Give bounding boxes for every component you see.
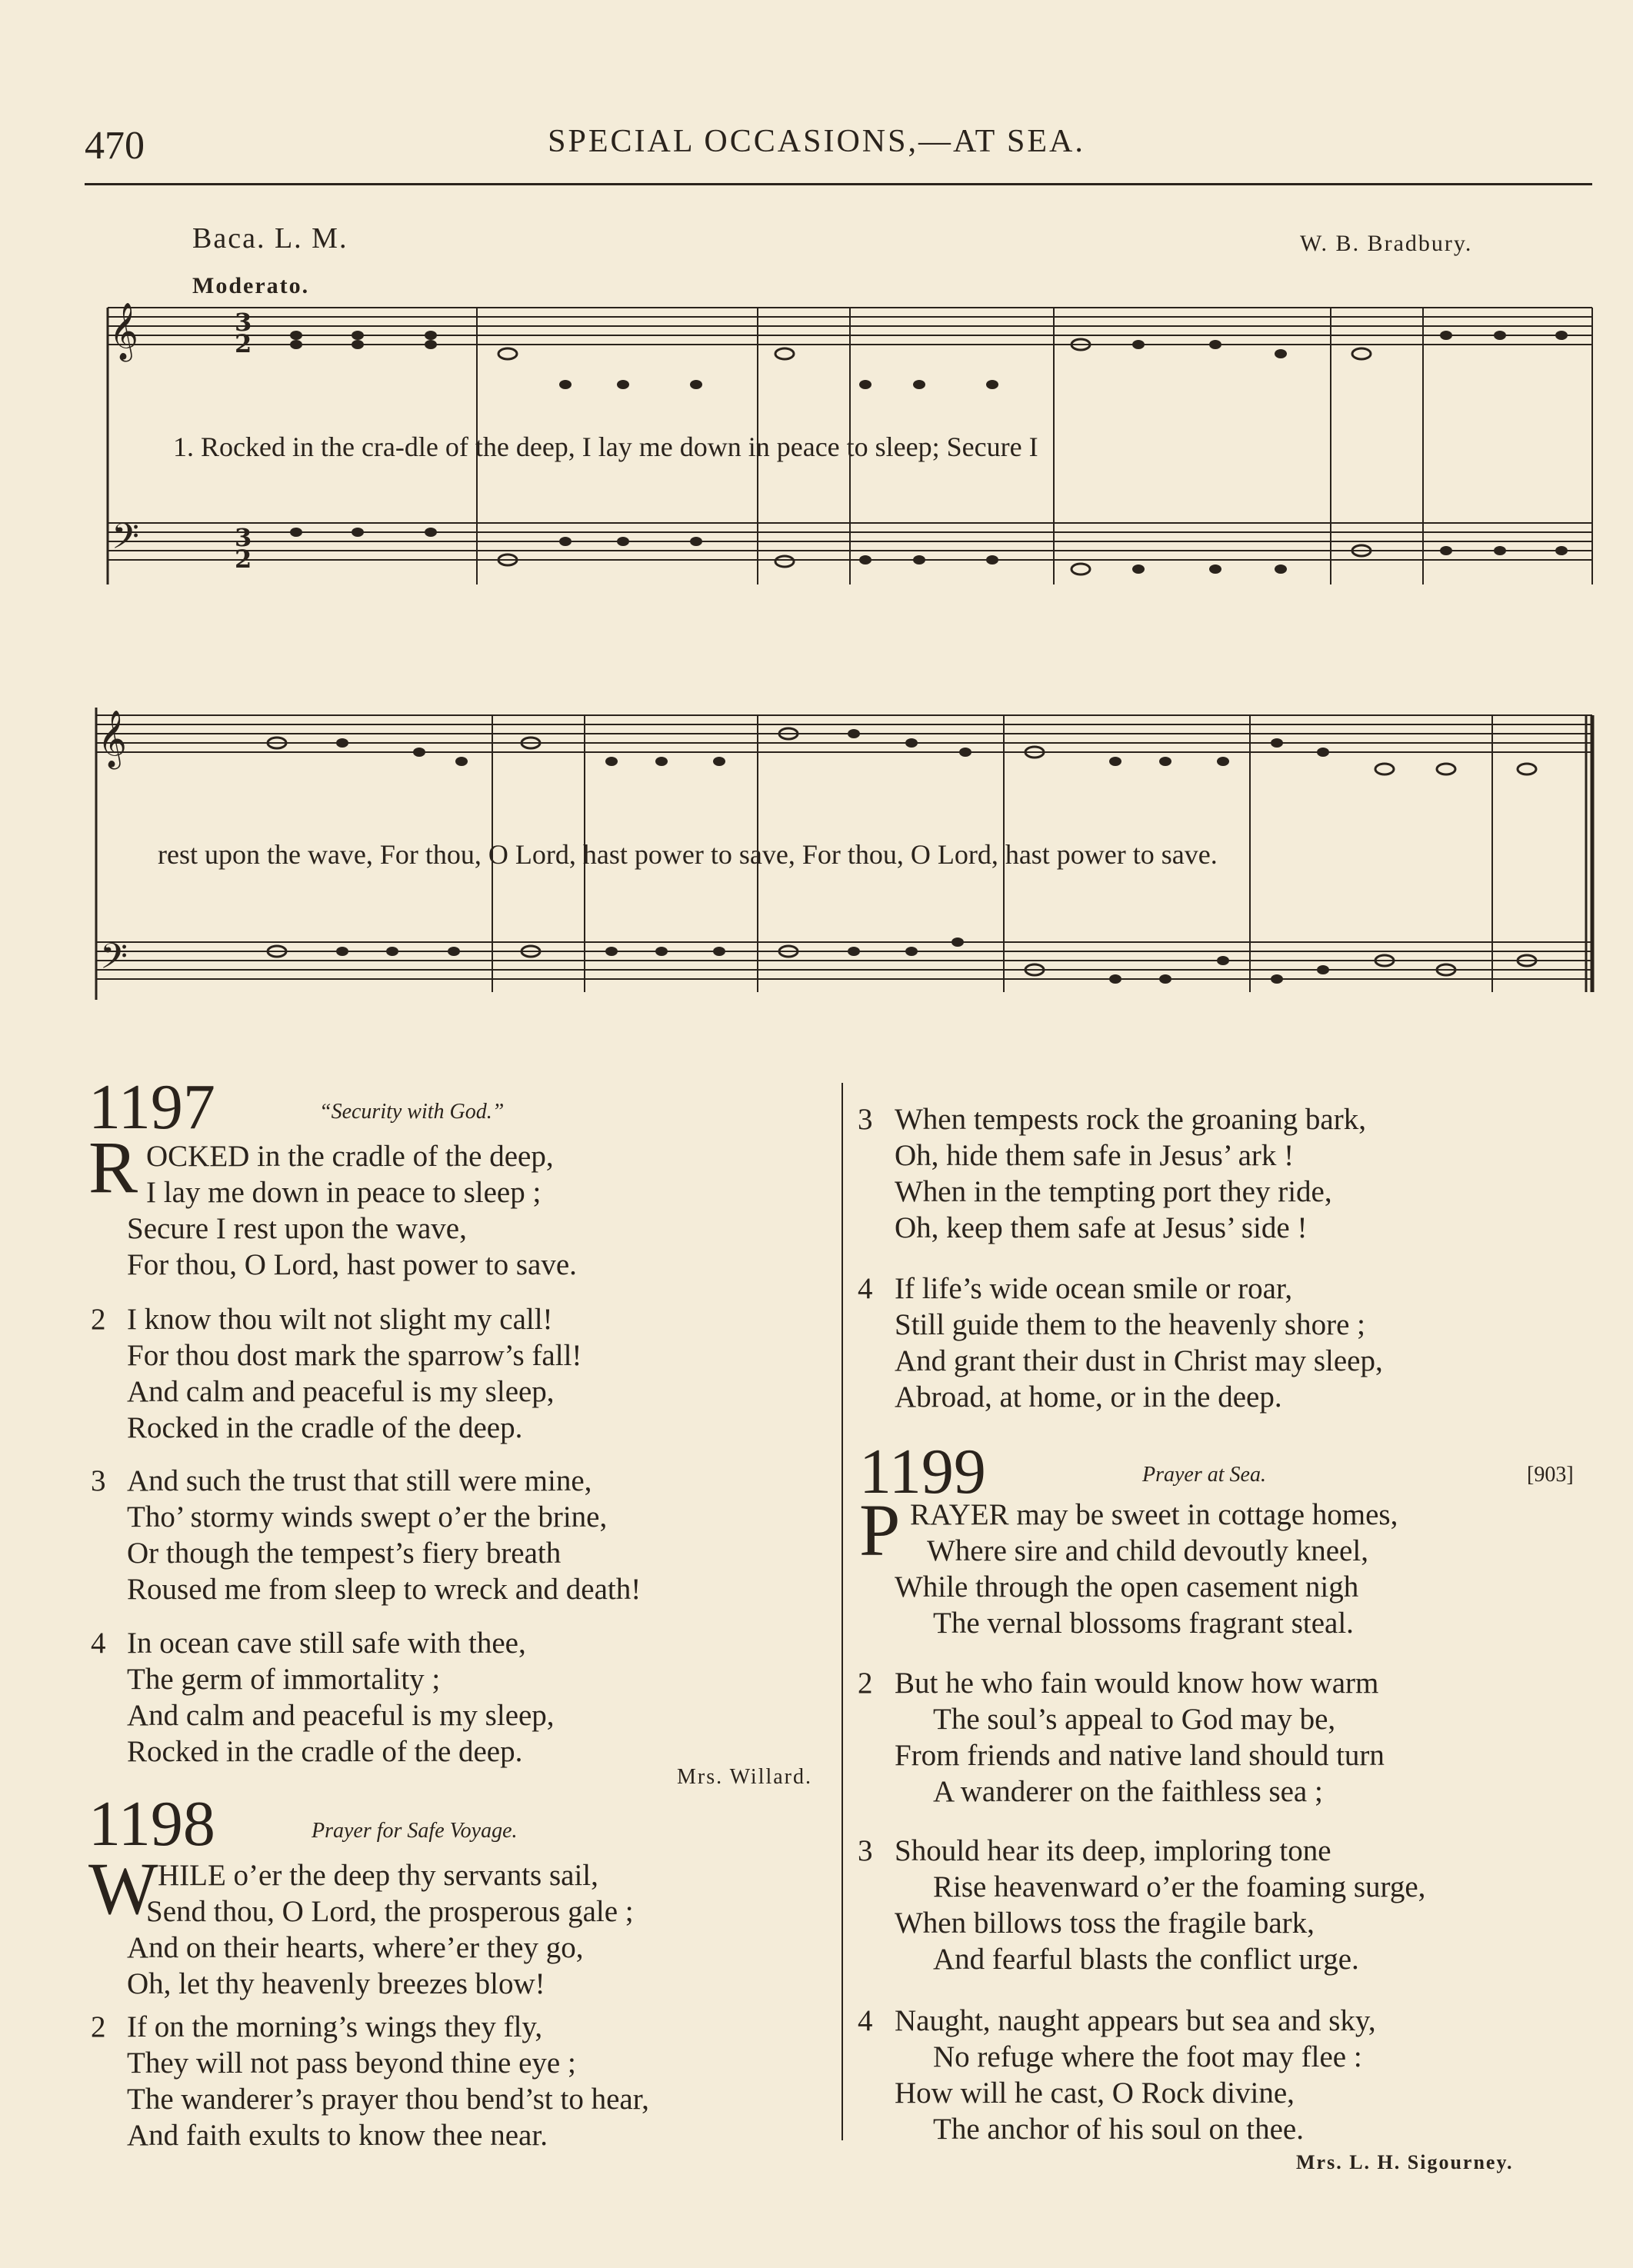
tune-lyric-line-1: 1. Rocked in the cra-dle of the deep, I lay me down in peace to sleep; Secure I	[173, 431, 1038, 462]
verse-line: A wanderer on the faithless sea ;	[933, 1775, 1323, 1808]
verse-line: And calm and peaceful is my sleep,	[127, 1699, 555, 1732]
hymn-number: 1199	[859, 1436, 986, 1507]
verse-line: And faith exults to know thee near.	[127, 2119, 548, 2152]
verse-line: Abroad, at home, or in the deep.	[895, 1380, 1282, 1414]
hymn-number: 1198	[88, 1788, 215, 1860]
hymn-title: Prayer for Safe Voyage.	[312, 1819, 518, 1843]
verse-line: When in the tempting port they ride,	[895, 1175, 1332, 1208]
verse-line: If on the morning’s wings they fly,	[127, 2010, 543, 2043]
verse-line: Should hear its deep, imploring tone	[895, 1834, 1331, 1867]
verse-line: Oh, let thy heavenly breezes blow!	[127, 1967, 545, 2000]
hymn-title: Prayer at Sea.	[1142, 1463, 1266, 1487]
hymn-meter-ref: [903]	[1527, 1463, 1574, 1487]
stanza-number: 2	[858, 1667, 873, 1700]
stanza-number: 4	[858, 1272, 873, 1305]
hymn-title: “Security with God.”	[319, 1100, 505, 1124]
verse-line: The soul’s appeal to God may be,	[933, 1703, 1336, 1736]
verse-line: In ocean cave still safe with thee,	[127, 1627, 526, 1660]
tune-name: Baca. L. M.	[192, 222, 348, 255]
verse-line: Secure I rest upon the wave,	[127, 1212, 467, 1245]
tempo-marking: Moderato.	[192, 273, 310, 298]
verse-line: The wanderer’s prayer thou bend’st to hear,	[127, 2083, 649, 2116]
verse-line: No refuge where the foot may flee :	[933, 2040, 1362, 2073]
stanza-number: 2	[91, 1303, 106, 1336]
stanza-number: 2	[91, 2010, 106, 2043]
verse-line: They will not pass beyond thine eye ;	[127, 2047, 576, 2080]
hymn-author: Mrs. Willard.	[677, 1765, 813, 1789]
verse-line: I know thou wilt not slight my call!	[127, 1303, 553, 1336]
verse-line: But he who fain would know how warm	[895, 1667, 1379, 1700]
svg-text:𝄞: 𝄞	[109, 303, 138, 360]
column-divider	[841, 1083, 843, 2140]
verse-line: RAYER may be sweet in cottage homes,	[910, 1498, 1398, 1531]
verse-line: Still guide them to the heavenly shore ;	[895, 1308, 1365, 1341]
verse-line: Oh, keep them safe at Jesus’ side !	[895, 1211, 1308, 1244]
staff-bass-2	[96, 942, 1592, 979]
drop-cap: R	[88, 1126, 138, 1208]
verse-line: How will he cast, O Rock divine,	[895, 2077, 1295, 2110]
verse-line: The vernal blossoms fragrant steal.	[933, 1607, 1354, 1640]
tune-composer: W. B. Bradbury.	[1300, 231, 1473, 256]
verse-line: For thou dost mark the sparrow’s fall!	[127, 1339, 582, 1372]
stanza-number: 4	[858, 2004, 873, 2037]
hymn-author: Mrs. L. H. Sigourney.	[1296, 2151, 1514, 2173]
verse-line: And fearful blasts the conflict urge.	[933, 1943, 1359, 1976]
stanza-number: 3	[91, 1464, 106, 1497]
tune-lyric-line-2: rest upon the wave, For thou, O Lord, hast power to save, For thou, O Lord, hast power to save.	[158, 839, 1218, 870]
verse-line: The anchor of his soul on thee.	[933, 2113, 1304, 2146]
verse-line: And calm and peaceful is my sleep,	[127, 1375, 555, 1408]
svg-text:𝄢: 𝄢	[100, 936, 128, 986]
stanza-number: 3	[858, 1834, 873, 1867]
verse-line: Naught, naught appears but sea and sky,	[895, 2004, 1376, 2037]
stanza-number: 3	[858, 1103, 873, 1136]
drop-cap: P	[859, 1489, 901, 1571]
svg-text:3: 3	[235, 308, 252, 337]
stanza-number: 4	[91, 1627, 106, 1660]
svg-text:𝄢: 𝄢	[112, 516, 140, 566]
hymn-number: 1197	[88, 1071, 215, 1143]
verse-line: Tho’ stormy winds swept o’er the brine,	[127, 1500, 608, 1534]
verse-line: Rise heavenward o’er the foaming surge,	[933, 1870, 1426, 1903]
verse-line: And on their hearts, where’er they go,	[127, 1931, 584, 1964]
verse-line: The germ of immortality ;	[127, 1663, 441, 1696]
verse-line: And grant their dust in Christ may sleep,	[895, 1344, 1383, 1377]
verse-line: Rocked in the cradle of the deep.	[127, 1411, 523, 1444]
verse-line: While through the open casement nigh	[895, 1570, 1359, 1604]
svg-text:2: 2	[235, 545, 252, 574]
verse-line: OCKED in the cradle of the deep,	[146, 1140, 554, 1173]
verse-line: When billows toss the fragile bark,	[895, 1907, 1315, 1940]
verse-line: I lay me down in peace to sleep ;	[146, 1176, 542, 1209]
verse-line: Send thou, O Lord, the prosperous gale ;	[146, 1895, 634, 1928]
verse-line: Or though the tempest’s fiery breath	[127, 1537, 562, 1570]
verse-line: If life’s wide ocean smile or roar,	[895, 1272, 1293, 1305]
verse-line: Oh, hide them safe in Jesus’ ark !	[895, 1139, 1295, 1172]
verse-line: HILE o’er the deep thy servants sail,	[158, 1859, 598, 1892]
svg-text:𝄞: 𝄞	[98, 711, 127, 768]
running-title: SPECIAL OCCASIONS,—AT SEA.	[548, 124, 1085, 159]
verse-line: Where sire and child devoutly kneel,	[927, 1534, 1368, 1567]
verse-line: Roused me from sleep to wreck and death!	[127, 1573, 642, 1606]
verse-line: From friends and native land should turn	[895, 1739, 1385, 1772]
drop-cap: W	[88, 1847, 158, 1930]
verse-line: And such the trust that still were mine,	[127, 1464, 592, 1497]
verse-line: When tempests rock the groaning bark,	[895, 1103, 1366, 1136]
svg-text:2: 2	[235, 329, 252, 358]
staff-treble-2	[96, 715, 1592, 752]
page-number: 470	[85, 124, 145, 168]
verse-line: Rocked in the cradle of the deep.	[127, 1735, 523, 1768]
verse-line: For thou, O Lord, hast power to save.	[127, 1248, 577, 1281]
svg-text:3: 3	[235, 523, 252, 552]
